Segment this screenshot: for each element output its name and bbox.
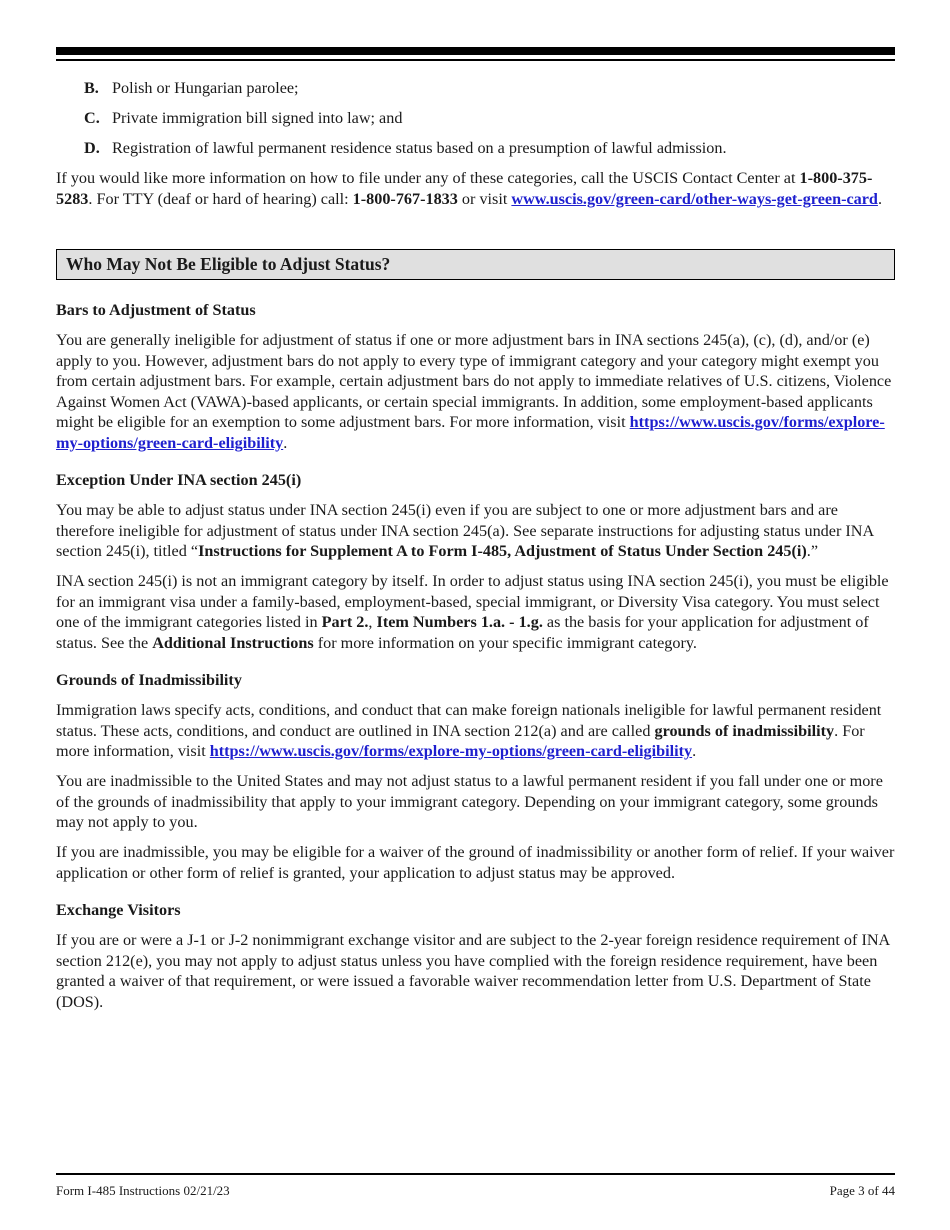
bars-paragraph	[56, 330, 895, 453]
section-title: Who May Not Be Eligible to Adjust Status?	[66, 254, 391, 275]
list-item	[84, 138, 895, 159]
grounds-p1-bold: grounds of inadmissibility	[654, 721, 835, 740]
grounds-p1-a: Immigration laws specify acts, conditions, and conduct that can make foreign nationals ineligible for lawful permanent resident status. These acts, conditions, and conduct are outlined in INA section 212(a) and are called	[56, 701, 882, 740]
list-item	[84, 108, 895, 129]
list-letter: B.	[84, 79, 99, 97]
page-content	[56, 78, 895, 1022]
exception-p2-additional: Additional Instructions	[152, 633, 314, 652]
exception-p2-a: INA section 245(i) is not an immigrant category by itself. In order to adjust status using INA section 245(i), you must be eligible for an immigrant visa under a family-based, employment-based, special immigrant, or Diversity Visa category. You must select one of the immigrant categories listed in	[56, 572, 889, 631]
bars-end: .	[283, 433, 288, 452]
document-page	[56, 0, 895, 1230]
exchange-paragraph: If you are or were a J-1 or J-2 nonimmigrant exchange visitor and are subject to the 2-year foreign residence requirement of INA section 212(e), you may not apply to adjust status unless you have complied with the foreign residence requirement, have been granted a waiver of that requirement, or were issued a favorable waiver recommendation letter from U.S. Department of State (DOS).	[56, 931, 890, 1011]
list-letter: D.	[84, 139, 100, 157]
eligibility-link[interactable]: https://www.uscis.gov/forms/explore-my-options/green-card-eligibility	[56, 413, 885, 452]
exception-p2-e: for more information on your specific immigrant category.	[313, 633, 697, 652]
exception-p2-part: Part 2.	[321, 613, 369, 631]
exception-paragraph-1	[56, 500, 895, 562]
footer-page-number: Page 3 of 44	[829, 1183, 895, 1198]
footer-form-label: Form I-485 Instructions 02/21/23	[56, 1183, 230, 1198]
contact-text-2: . For TTY (deaf or hard of hearing) call:	[88, 189, 353, 208]
list-letter: C.	[84, 109, 100, 127]
grounds-paragraph-2: You are inadmissible to the United States and may not adjust status to a lawful permanent resident if you fall under one or more of the grounds of inadmissibility that apply to your immigrant category. Depending on your immigrant category, some grounds may not apply to you.	[56, 772, 883, 831]
list-text: Polish or Hungarian parolee;	[112, 79, 299, 97]
contact-text-1: If you would like more information on how to file under any of these categories, call the USCIS Contact Center at	[56, 169, 800, 187]
bars-heading: Bars to Adjustment of Status	[56, 301, 256, 319]
grounds-heading: Grounds of Inadmissibility	[56, 671, 242, 689]
grounds-p1-d: .	[692, 742, 697, 760]
list-item	[84, 78, 895, 99]
contact-tty: 1-800-767-1833	[352, 189, 458, 208]
contact-phone: 1-800-375-5283	[56, 169, 873, 208]
grounds-paragraph-1	[56, 700, 895, 762]
header-thin-rule	[56, 59, 895, 61]
header-thick-rule	[56, 47, 895, 55]
exception-p2-c: ,	[368, 613, 377, 631]
contact-paragraph	[56, 168, 895, 209]
grounds-p1-c: . For more information, visit	[56, 721, 865, 760]
list-text: Private immigration bill signed into law; and	[112, 109, 403, 127]
grounds-eligibility-link[interactable]: https://www.uscis.gov/forms/explore-my-options/green-card-eligibility	[209, 742, 693, 760]
contact-text-4: .	[877, 189, 882, 208]
exception-heading: Exception Under INA section 245(i)	[56, 471, 302, 489]
exchange-heading: Exchange Visitors	[56, 901, 181, 919]
exception-end: .”	[806, 542, 818, 560]
contact-text-3: or visit	[457, 189, 512, 208]
exception-text: You may be able to adjust status under INA section 245(i) even if you are subject to one or more adjustment bars and are therefore ineligible for adjustment of status under INA section 245(a). See separate instructions for adjusting status under INA section 245(i), titled “	[56, 501, 874, 560]
other-ways-link[interactable]: www.uscis.gov/green-card/other-ways-get-green-card	[511, 189, 878, 208]
exception-paragraph-2	[56, 571, 895, 653]
footer-rule	[56, 1173, 895, 1175]
bars-text: You are generally ineligible for adjustment of status if one or more adjustment bars in INA sections 245(a), (c), (d), and/or (e) apply to you. However, adjustment bars do not apply to every type of immigrant category and your category might exempt you from certain adjustment bars. For example, certain adjustment bars do not apply to immediate relatives of U.S. citizens, Violence Against Women Act (VAWA)-based applicants, or certain special immigrants. In addition, some employment-based applicants might be eligible for an exemption to some adjustment bars. For more information, visit	[56, 331, 892, 431]
list-text: Registration of lawful permanent residence status based on a presumption of lawful admission.	[112, 139, 727, 157]
section-header-box	[56, 249, 895, 280]
exception-p2-items: Item Numbers 1.a. - 1.g.	[376, 613, 543, 631]
grounds-paragraph-3: If you are inadmissible, you may be eligible for a waiver of the ground of inadmissibility or another form of relief. If your waiver application or other form of relief is granted, your application to adjust status may be approved.	[56, 843, 895, 882]
exception-p2-d: as the basis for your application for adjustment of status. See the	[56, 613, 869, 652]
supplement-a-title: Instructions for Supplement A to Form I-485, Adjustment of Status Under Section 245(i)	[198, 542, 807, 560]
